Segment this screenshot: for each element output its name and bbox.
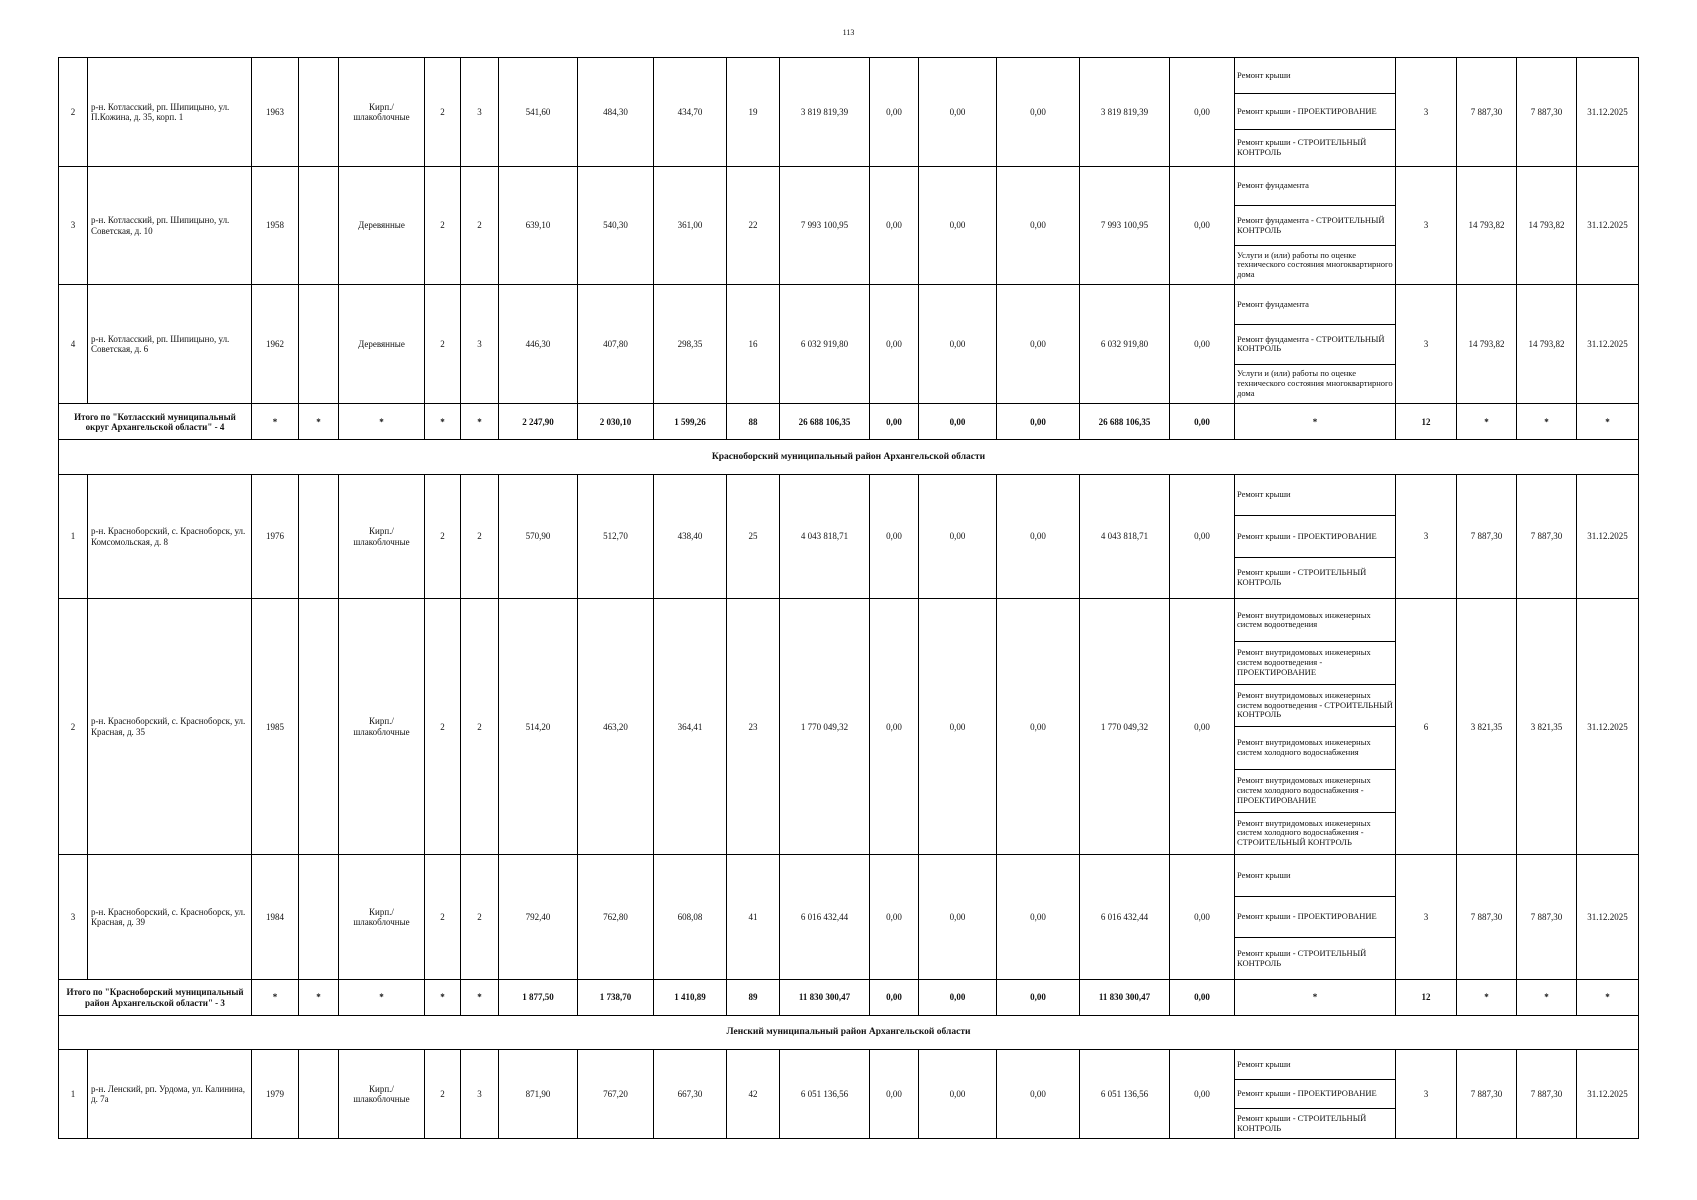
total-row	[59, 404, 1639, 440]
walls-cell: Кирп./ шлакоблочные	[339, 855, 425, 980]
cost-total-cell: 6 051 136,56	[780, 1050, 870, 1139]
capital-repair-register-table	[58, 57, 1639, 1139]
work-item: Ремонт крыши	[1235, 475, 1395, 517]
works-count-cell: 6	[1396, 599, 1457, 855]
area-residential-cell: 438,40	[654, 474, 727, 599]
floors-cell: 2	[425, 599, 461, 855]
floors-cell: 2	[425, 1050, 461, 1139]
work-item: Ремонт внутридомовых инженерных систем водоотведения	[1235, 599, 1395, 642]
total-cell: *	[1517, 979, 1577, 1015]
total-cell: 12	[1396, 404, 1457, 440]
area-living-cell: 540,30	[578, 166, 654, 285]
area-total-cell: 570,90	[499, 474, 578, 599]
works-count-cell: 3	[1396, 1050, 1457, 1139]
walls-cell: Кирп./ шлакоблочные	[339, 599, 425, 855]
cost-total-cell: 4 043 818,71	[780, 474, 870, 599]
address-cell: р-н. Ленский, рп. Урдома, ул. Калинина, д. 7а	[88, 1050, 252, 1139]
total-cell: *	[252, 404, 299, 440]
works-cell	[1235, 166, 1396, 285]
work-item: Ремонт крыши - ПРОЕКТИРОВАНИЕ	[1235, 1080, 1395, 1110]
row-number: 4	[59, 285, 88, 404]
residents-cell: 22	[727, 166, 780, 285]
fund-region-cell: 0,00	[919, 599, 997, 855]
area-residential-cell: 361,00	[654, 166, 727, 285]
total-cell: *	[1577, 404, 1639, 440]
unit-cost-cell: 7 887,30	[1457, 474, 1517, 599]
area-total-cell: 639,10	[499, 166, 578, 285]
area-total-cell: 792,40	[499, 855, 578, 980]
fund-region-cell: 0,00	[919, 1050, 997, 1139]
unit-cost-cell: 7 887,30	[1457, 1050, 1517, 1139]
area-residential-cell: 434,70	[654, 58, 727, 167]
works-list	[1235, 599, 1395, 854]
section-title: Ленский муниципальный район Архангельской области	[59, 1016, 1639, 1050]
fund-region-cell: 0,00	[919, 285, 997, 404]
works-list	[1235, 475, 1395, 599]
works-list	[1235, 167, 1395, 285]
entrances-cell: 3	[461, 285, 499, 404]
cost-total-cell: 6 032 919,80	[780, 285, 870, 404]
deadline-cell: 31.12.2025	[1577, 166, 1639, 285]
cost-total-cell: 7 993 100,95	[780, 166, 870, 285]
entrances-cell: 3	[461, 1050, 499, 1139]
area-living-cell: 407,80	[578, 285, 654, 404]
total-row	[59, 979, 1639, 1015]
total-label: Итого по "Котласский муниципальный округ Архангельской области" - 4	[59, 404, 252, 440]
row-number: 1	[59, 474, 88, 599]
work-item: Ремонт крыши - СТРОИТЕЛЬНЫЙ КОНТРОЛЬ	[1237, 947, 1367, 968]
cost-total-cell: 3 819 819,39	[780, 58, 870, 167]
unit-cost-max-cell: 7 887,30	[1517, 474, 1577, 599]
total-cell: *	[1235, 979, 1396, 1015]
total-cell: 12	[1396, 979, 1457, 1015]
works-cell	[1235, 285, 1396, 404]
entrances-cell: 3	[461, 58, 499, 167]
table-row	[59, 285, 1639, 404]
work-item: Ремонт фундамента - СТРОИТЕЛЬНЫЙ КОНТРОЛЬ	[1235, 325, 1395, 365]
area-total-cell: 871,90	[499, 1050, 578, 1139]
address-cell: р-н. Котласский, рп. Шипицыно, ул. П.Кожина, д. 35, корп. 1	[88, 58, 252, 167]
total-cell: 2 030,10	[578, 404, 654, 440]
area-residential-cell: 364,41	[654, 599, 727, 855]
unit-cost-max-cell: 7 887,30	[1517, 1050, 1577, 1139]
fund-owners-cell: 7 993 100,95	[1080, 166, 1170, 285]
year-cell: 1976	[252, 474, 299, 599]
fund-local-cell: 0,00	[997, 166, 1080, 285]
address-cell: р-н. Красноборский, с. Красноборск, ул. Комсомольская, д. 8	[88, 474, 252, 599]
total-cell: 0,00	[1170, 404, 1235, 440]
work-item: Ремонт внутридомовых инженерных систем водоотведения - СТРОИТЕЛЬНЫЙ КОНТРОЛЬ	[1235, 685, 1395, 728]
fund-other-cell: 0,00	[1170, 599, 1235, 855]
unit-cost-max-cell: 7 887,30	[1517, 855, 1577, 980]
total-cell: 0,00	[919, 979, 997, 1015]
fund-region-cell: 0,00	[919, 474, 997, 599]
work-item: Ремонт крыши - СТРОИТЕЛЬНЫЙ КОНТРОЛЬ	[1237, 1112, 1367, 1133]
fund-owners-cell: 1 770 049,32	[1080, 599, 1170, 855]
works-count-cell: 3	[1396, 285, 1457, 404]
residents-cell: 41	[727, 855, 780, 980]
work-item: Ремонт крыши - СТРОИТЕЛЬНЫЙ КОНТРОЛЬ	[1237, 137, 1367, 158]
area-living-cell: 767,20	[578, 1050, 654, 1139]
table-row	[59, 599, 1639, 855]
works-list	[1235, 1050, 1395, 1138]
table-row	[59, 1050, 1639, 1139]
works-list	[1235, 855, 1395, 979]
entrances-cell: 2	[461, 599, 499, 855]
total-cell: *	[339, 979, 425, 1015]
walls-cell: Кирп./ шлакоблочные	[339, 1050, 425, 1139]
total-cell: *	[1517, 404, 1577, 440]
year-cell: 1979	[252, 1050, 299, 1139]
commission-cell	[299, 285, 339, 404]
total-cell: *	[461, 404, 499, 440]
unit-cost-max-cell: 7 887,30	[1517, 58, 1577, 167]
work-item: Ремонт крыши - ПРОЕКТИРОВАНИЕ	[1235, 897, 1395, 939]
area-residential-cell: 667,30	[654, 1050, 727, 1139]
total-cell: 0,00	[919, 404, 997, 440]
total-cell: 11 830 300,47	[1080, 979, 1170, 1015]
commission-cell	[299, 1050, 339, 1139]
work-item: Услуги и (или) работы по оценке технического состояния многоквартирного дома	[1237, 368, 1393, 398]
floors-cell: 2	[425, 474, 461, 599]
total-cell: *	[299, 979, 339, 1015]
address-cell: р-н. Котласский, рп. Шипицыно, ул. Советская, д. 10	[88, 166, 252, 285]
work-item: Ремонт внутридомовых инженерных систем холодного водоснабжения	[1235, 727, 1395, 770]
floors-cell: 2	[425, 58, 461, 167]
total-cell: *	[299, 404, 339, 440]
fund-region-cell: 0,00	[919, 166, 997, 285]
work-item: Ремонт крыши	[1235, 58, 1395, 94]
year-cell: 1962	[252, 285, 299, 404]
fund-local-cell: 0,00	[997, 1050, 1080, 1139]
floors-cell: 2	[425, 166, 461, 285]
address-cell: р-н. Красноборский, с. Красноборск, ул. Красная, д. 35	[88, 599, 252, 855]
work-item: Ремонт крыши - ПРОЕКТИРОВАНИЕ	[1235, 94, 1395, 130]
table-row	[59, 58, 1639, 167]
commission-cell	[299, 166, 339, 285]
unit-cost-cell: 14 793,82	[1457, 166, 1517, 285]
walls-cell: Кирп./ шлакоблочные	[339, 58, 425, 167]
works-count-cell: 3	[1396, 474, 1457, 599]
work-item: Ремонт крыши	[1235, 855, 1395, 897]
total-cell: *	[252, 979, 299, 1015]
walls-cell: Кирп./ шлакоблочные	[339, 474, 425, 599]
unit-cost-cell: 3 821,35	[1457, 599, 1517, 855]
commission-cell	[299, 599, 339, 855]
section-header-row	[59, 1016, 1639, 1050]
work-item: Ремонт крыши - ПРОЕКТИРОВАНИЕ	[1235, 516, 1395, 558]
year-cell: 1985	[252, 599, 299, 855]
floors-cell: 2	[425, 285, 461, 404]
commission-cell	[299, 58, 339, 167]
total-cell: 1 410,89	[654, 979, 727, 1015]
row-number: 3	[59, 855, 88, 980]
total-cell: 0,00	[997, 404, 1080, 440]
total-cell: *	[425, 404, 461, 440]
cost-total-cell: 6 016 432,44	[780, 855, 870, 980]
total-cell: 1 738,70	[578, 979, 654, 1015]
work-item: Ремонт фундамента	[1235, 285, 1395, 325]
unit-cost-cell: 14 793,82	[1457, 285, 1517, 404]
residents-cell: 19	[727, 58, 780, 167]
works-cell	[1235, 1050, 1396, 1139]
fund-owners-cell: 6 051 136,56	[1080, 1050, 1170, 1139]
total-cell: *	[1457, 404, 1517, 440]
total-cell: 26 688 106,35	[780, 404, 870, 440]
work-item: Ремонт внутридомовых инженерных систем водоотведения - ПРОЕКТИРОВАНИЕ	[1235, 642, 1395, 685]
works-count-cell: 3	[1396, 166, 1457, 285]
commission-cell	[299, 855, 339, 980]
deadline-cell: 31.12.2025	[1577, 599, 1639, 855]
work-item: Ремонт внутридомовых инженерных систем холодного водоснабжения - СТРОИТЕЛЬНЫЙ КОНТРОЛЬ	[1237, 817, 1371, 848]
area-residential-cell: 298,35	[654, 285, 727, 404]
total-cell: 0,00	[1170, 979, 1235, 1015]
total-cell: 89	[727, 979, 780, 1015]
deadline-cell: 31.12.2025	[1577, 855, 1639, 980]
total-cell: *	[425, 979, 461, 1015]
work-item: Ремонт фундамента	[1235, 167, 1395, 207]
works-count-cell: 3	[1396, 58, 1457, 167]
table-row	[59, 474, 1639, 599]
walls-cell: Деревянные	[339, 285, 425, 404]
total-cell: *	[1457, 979, 1517, 1015]
fund-other-cell: 0,00	[1170, 285, 1235, 404]
entrances-cell: 2	[461, 855, 499, 980]
fund-region-cell: 0,00	[919, 58, 997, 167]
address-cell: р-н. Котласский, рп. Шипицыно, ул. Советская, д. 6	[88, 285, 252, 404]
total-cell: 88	[727, 404, 780, 440]
fund-owners-cell: 6 032 919,80	[1080, 285, 1170, 404]
fund-other-cell: 0,00	[1170, 1050, 1235, 1139]
area-living-cell: 463,20	[578, 599, 654, 855]
works-list	[1235, 285, 1395, 403]
fund-other-cell: 0,00	[1170, 855, 1235, 980]
fund-owners-cell: 3 819 819,39	[1080, 58, 1170, 167]
section-title: Красноборский муниципальный район Архангельской области	[59, 440, 1639, 474]
table-row	[59, 166, 1639, 285]
area-total-cell: 514,20	[499, 599, 578, 855]
work-item: Ремонт внутридомовых инженерных систем холодного водоснабжения - ПРОЕКТИРОВАНИЕ	[1235, 770, 1395, 813]
fund-federal-cell: 0,00	[870, 1050, 919, 1139]
total-cell: 0,00	[870, 979, 919, 1015]
fund-other-cell: 0,00	[1170, 166, 1235, 285]
row-number: 3	[59, 166, 88, 285]
row-number: 2	[59, 58, 88, 167]
commission-cell	[299, 474, 339, 599]
row-number: 2	[59, 599, 88, 855]
entrances-cell: 2	[461, 166, 499, 285]
table-body	[59, 58, 1639, 1139]
total-cell: 11 830 300,47	[780, 979, 870, 1015]
works-cell	[1235, 599, 1396, 855]
works-count-cell: 3	[1396, 855, 1457, 980]
total-cell: 1 877,50	[499, 979, 578, 1015]
residents-cell: 16	[727, 285, 780, 404]
fund-federal-cell: 0,00	[870, 599, 919, 855]
total-cell: *	[1577, 979, 1639, 1015]
total-cell: 0,00	[997, 979, 1080, 1015]
fund-other-cell: 0,00	[1170, 474, 1235, 599]
fund-owners-cell: 4 043 818,71	[1080, 474, 1170, 599]
fund-federal-cell: 0,00	[870, 166, 919, 285]
residents-cell: 42	[727, 1050, 780, 1139]
section-header-row	[59, 440, 1639, 474]
deadline-cell: 31.12.2025	[1577, 58, 1639, 167]
year-cell: 1958	[252, 166, 299, 285]
deadline-cell: 31.12.2025	[1577, 285, 1639, 404]
total-cell: 0,00	[870, 404, 919, 440]
fund-region-cell: 0,00	[919, 855, 997, 980]
fund-local-cell: 0,00	[997, 474, 1080, 599]
fund-federal-cell: 0,00	[870, 855, 919, 980]
fund-other-cell: 0,00	[1170, 58, 1235, 167]
total-label: Итого по "Красноборский муниципальный район Архангельской области" - 3	[59, 979, 252, 1015]
walls-cell: Деревянные	[339, 166, 425, 285]
works-cell	[1235, 855, 1396, 980]
deadline-cell: 31.12.2025	[1577, 474, 1639, 599]
fund-federal-cell: 0,00	[870, 58, 919, 167]
total-cell: 2 247,90	[499, 404, 578, 440]
total-cell: 26 688 106,35	[1080, 404, 1170, 440]
fund-local-cell: 0,00	[997, 599, 1080, 855]
area-living-cell: 762,80	[578, 855, 654, 980]
year-cell: 1984	[252, 855, 299, 980]
unit-cost-cell: 7 887,30	[1457, 855, 1517, 980]
fund-local-cell: 0,00	[997, 285, 1080, 404]
area-living-cell: 512,70	[578, 474, 654, 599]
unit-cost-max-cell: 14 793,82	[1517, 285, 1577, 404]
work-item: Ремонт фундамента - СТРОИТЕЛЬНЫЙ КОНТРОЛЬ	[1235, 206, 1395, 246]
area-residential-cell: 608,08	[654, 855, 727, 980]
address-cell: р-н. Красноборский, с. Красноборск, ул. Красная, д. 39	[88, 855, 252, 980]
work-item: Ремонт крыши - СТРОИТЕЛЬНЫЙ КОНТРОЛЬ	[1237, 567, 1367, 588]
cost-total-cell: 1 770 049,32	[780, 599, 870, 855]
deadline-cell: 31.12.2025	[1577, 1050, 1639, 1139]
total-cell: *	[461, 979, 499, 1015]
unit-cost-max-cell: 14 793,82	[1517, 166, 1577, 285]
work-item: Ремонт крыши	[1235, 1050, 1395, 1080]
row-number: 1	[59, 1050, 88, 1139]
floors-cell: 2	[425, 855, 461, 980]
area-total-cell: 541,60	[499, 58, 578, 167]
fund-local-cell: 0,00	[997, 855, 1080, 980]
page-number: 113	[842, 28, 855, 37]
unit-cost-cell: 7 887,30	[1457, 58, 1517, 167]
fund-owners-cell: 6 016 432,44	[1080, 855, 1170, 980]
total-cell: 1 599,26	[654, 404, 727, 440]
work-item: Услуги и (или) работы по оценке технического состояния многоквартирного дома	[1237, 249, 1393, 280]
works-list	[1235, 58, 1395, 166]
fund-federal-cell: 0,00	[870, 474, 919, 599]
entrances-cell: 2	[461, 474, 499, 599]
table-row	[59, 855, 1639, 980]
works-cell	[1235, 474, 1396, 599]
year-cell: 1963	[252, 58, 299, 167]
fund-federal-cell: 0,00	[870, 285, 919, 404]
residents-cell: 23	[727, 599, 780, 855]
fund-local-cell: 0,00	[997, 58, 1080, 167]
total-cell: *	[1235, 404, 1396, 440]
works-cell	[1235, 58, 1396, 167]
area-living-cell: 484,30	[578, 58, 654, 167]
unit-cost-max-cell: 3 821,35	[1517, 599, 1577, 855]
residents-cell: 25	[727, 474, 780, 599]
area-total-cell: 446,30	[499, 285, 578, 404]
total-cell: *	[339, 404, 425, 440]
